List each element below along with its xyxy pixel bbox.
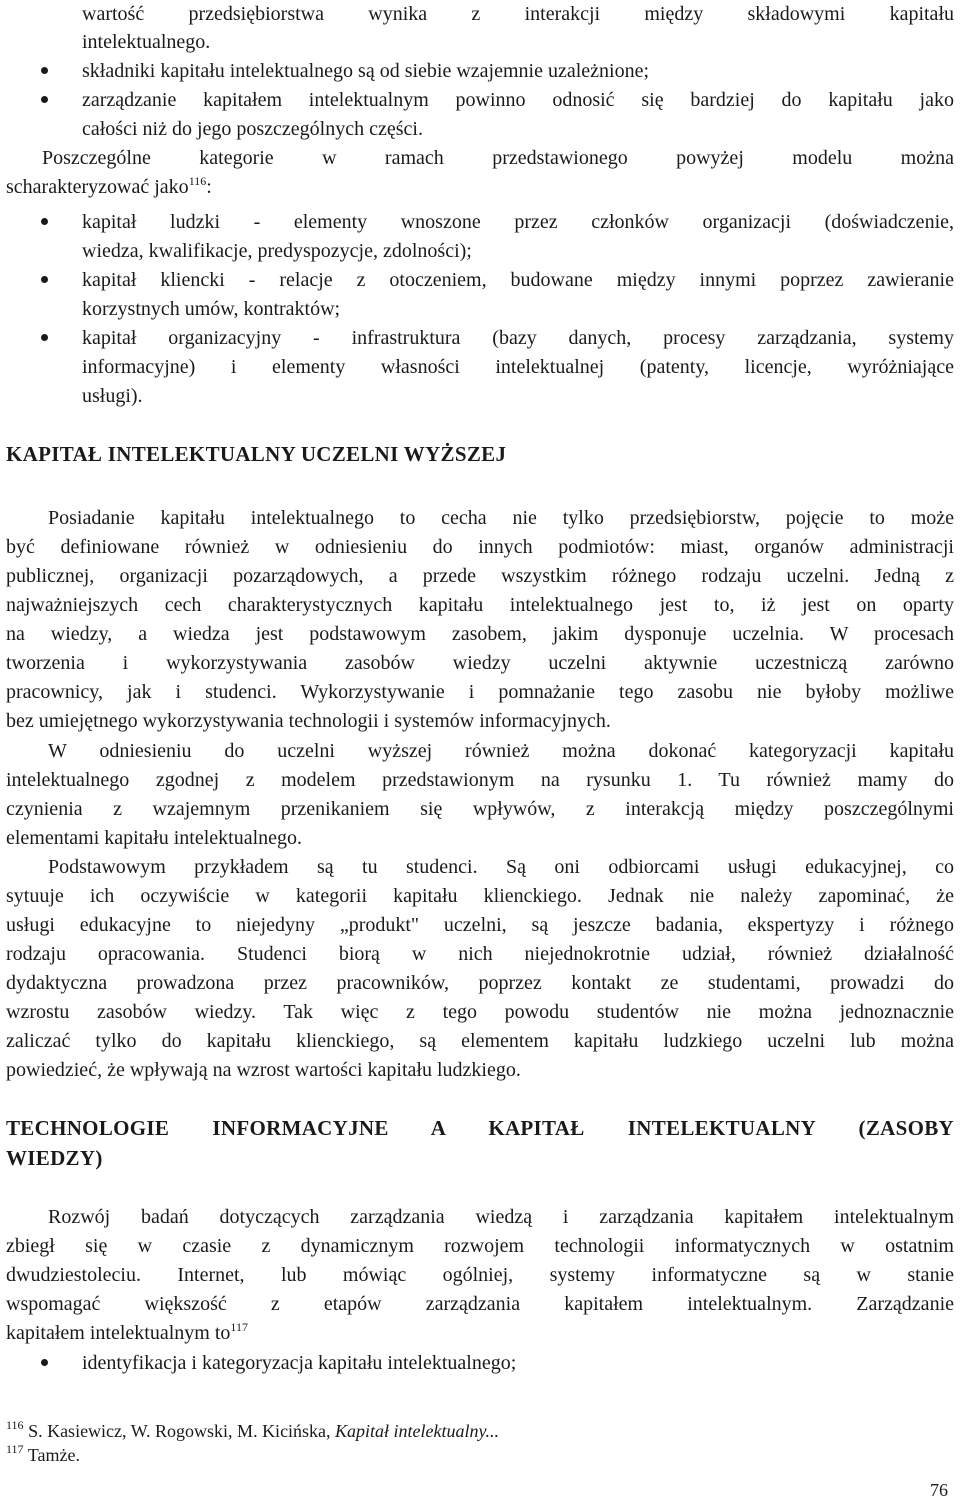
footnote-number: 117 — [6, 1442, 24, 1456]
paragraph-line: bez umiejętnego wykorzystywania technologii i systemów informacyjnych. — [6, 710, 611, 732]
bullet-text-line: informacyjne) i elementy własności intelektualnej (patenty, licencje, wyróżniające — [82, 356, 954, 378]
bullet-icon — [41, 96, 48, 103]
paragraph-line: dydaktyczna prowadzona przez pracowników, poprzez kontakt ze studentami, prowadzi do — [6, 972, 954, 994]
section-heading: TECHNOLOGIE INFORMACYJNE A KAPITAŁ INTELEKTUALNY (ZASOBY — [6, 1116, 954, 1140]
bullet-text-line: wartość przedsiębiorstwa wynika z interakcji między składowymi kapitału — [82, 3, 954, 25]
footnote-text: Tamże. — [27, 1445, 80, 1465]
footnote-ref: 116 — [188, 174, 207, 188]
bullet-text-line: całości niż do jego poszczególnych części. — [82, 118, 423, 140]
bullet-icon — [41, 1359, 48, 1366]
paragraph-line: zaliczać tylko do kapitału klienckiego, są elementem kapitału ludzkiego uczelni lub można — [6, 1030, 954, 1052]
paragraph-line: intelektualnego zgodnej z modelem przedstawionym na rysunku 1. Tu również mamy do — [6, 769, 954, 791]
paragraph-line: wspomagać większość z etapów zarządzania kapitałem intelektualnym. Zarządzanie — [6, 1293, 954, 1315]
paragraph-line: usługi edukacyjne to niejedyny „produkt" uczelni, są jeszcze badania, ekspertyzy i różnego — [6, 914, 954, 936]
paragraph-line: najważniejszych cech charakterystycznych kapitału intelektualnego jest to, iż jest on oparty — [6, 594, 954, 616]
footnote-text: S. Kasiewicz, W. Rogowski, M. Kicińska, — [28, 1421, 331, 1441]
footnote-117 — [6, 1443, 80, 1467]
footnote-number: 116 — [6, 1418, 24, 1432]
paragraph-line: dwudziestoleciu. Internet, lub mówiąc ogólniej, systemy informatyczne są w stanie — [6, 1264, 954, 1286]
paragraph-line — [6, 175, 212, 199]
text-span: : — [206, 176, 212, 198]
bullet-text-line: kapitał organizacyjny - infrastruktura (bazy danych, procesy zarządzania, systemy — [82, 327, 954, 349]
bullet-icon — [41, 67, 48, 74]
bullet-icon — [41, 276, 48, 283]
bullet-text-line: zarządzanie kapitałem intelektualnym powinno odnosić się bardziej do kapitału jako — [82, 89, 954, 111]
bullet-text-line: korzystnych umów, kontraktów; — [82, 298, 341, 320]
bullet-icon — [41, 334, 48, 341]
paragraph-line: tworzenia i wykorzystywania zasobów wiedzy uczelni aktywnie uczestniczą zarówno — [6, 652, 954, 674]
paragraph-line: Podstawowym przykładem są tu studenci. Są oni odbiorcami usługi edukacyjnej, co — [48, 856, 954, 878]
bullet-text-line: kapitał kliencki - relacje z otoczeniem, budowane między innymi poprzez zawieranie — [82, 269, 954, 291]
bullet-text-line: składniki kapitału intelektualnego są od siebie wzajemnie uzależnione; — [82, 60, 650, 82]
paragraph-line: pracownicy, jak i studenci. Wykorzystywanie i pomnażanie tego zasobu nie byłoby możliwe — [6, 681, 954, 703]
paragraph-line — [6, 1321, 248, 1345]
paragraph-line: sytuuje ich oczywiście w kategorii kapitału klienckiego. Jednak nie należy zapominać, że — [6, 885, 954, 907]
paragraph-line: powiedzieć, że wpływają na wzrost wartości kapitału ludzkiego. — [6, 1059, 521, 1081]
paragraph-line: na wiedzy, a wiedza jest podstawowym zasobem, jakim dysponuje uczelnia. W procesach — [6, 623, 954, 645]
paragraph-line: czynienia z wzajemnym przenikaniem się wpływów, z interakcją między poszczególnymi — [6, 798, 954, 820]
paragraph-line: Posiadanie kapitału intelektualnego to cecha nie tylko przedsiębiorstw, pojęcie to może — [48, 507, 954, 529]
paragraph-line: rodzaju opracowania. Studenci biorą w nich niejednokrotnie udział, również działalność — [6, 943, 954, 965]
paragraph-line: Poszczególne kategorie w ramach przedstawionego powyżej modelu można — [42, 147, 954, 169]
section-heading: WIEDZY) — [6, 1146, 103, 1170]
paragraph-line: zbiegł się w czasie z dynamicznym rozwojem technologii informatycznych w ostatnim — [6, 1235, 954, 1257]
bullet-text-line: intelektualnego. — [82, 31, 211, 53]
bullet-text-line: kapitał ludzki - elementy wnoszone przez członków organizacji (doświadczenie, — [82, 211, 954, 233]
footnote-ref: 117 — [230, 1320, 248, 1334]
paragraph-line: publicznej, organizacji pozarządowych, a przede wszystkim różnego rodzaju uczelni. Jedną z — [6, 565, 954, 587]
section-heading: KAPITAŁ INTELEKTUALNY UCZELNI WYŻSZEJ — [6, 442, 507, 466]
bullet-icon — [41, 218, 48, 225]
bullet-text-line: identyfikacja i kategoryzacja kapitału intelektualnego; — [82, 1352, 517, 1374]
paragraph-line: elementami kapitału intelektualnego. — [6, 827, 303, 849]
text-span: scharakteryzować jako — [6, 176, 189, 198]
page-number: 76 — [930, 1480, 948, 1500]
footnote-title: Kapitał intelektualny... — [335, 1421, 500, 1441]
paragraph-line: wzrostu zasobów wiedzy. Tak więc z tego powodu studentów nie można jednoznacznie — [6, 1001, 954, 1023]
paragraph-line: Rozwój badań dotyczących zarządzania wiedzą i zarządzania kapitałem intelektualnym — [48, 1206, 954, 1228]
paragraph-line: W odniesieniu do uczelni wyższej również można dokonać kategoryzacji kapitału — [48, 740, 954, 762]
bullet-text-line: wiedza, kwalifikacje, predyspozycje, zdolności); — [82, 240, 472, 262]
bullet-text-line: usługi). — [82, 385, 143, 407]
footnote-116 — [6, 1419, 499, 1443]
text-span: kapitałem intelektualnym to — [6, 1322, 231, 1344]
paragraph-line: być definiowane również w odniesieniu do innych podmiotów: miast, organów administracji — [6, 536, 954, 558]
